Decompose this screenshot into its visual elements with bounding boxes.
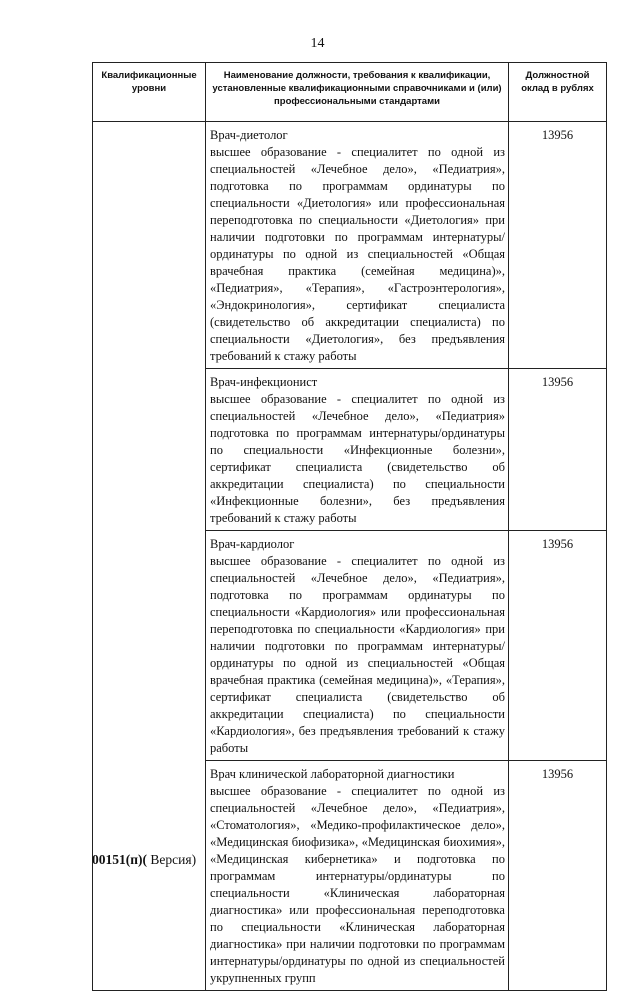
position-title: Врач-диетолог <box>210 128 288 142</box>
salary-cell: 13956 <box>509 369 607 531</box>
position-title: Врач-кардиолог <box>210 537 295 551</box>
table-header-row <box>93 63 607 122</box>
page-number: 14 <box>310 36 325 51</box>
position-title: Врач-инфекционист <box>210 375 318 389</box>
header-position-requirements: Наименование должности, требования к квалификации, установленные квалификационными справочниками и (или) профессиональными стандартами <box>206 63 509 122</box>
position-requirements: высшее образование - специалитет по одной из специальностей «Лечебное дело», «Педиатрия», «Стоматология», «Медико-профилактическое дело», «Медицинская биофизика», «Медицинская биохимия», «Медицинская кибернетика» и подготовка по программам интернатуры/ординатуры по специальности «Клиническая лабораторная диагностика» или профессиональная переподготовка по специальности «Клиническая лабораторная диагностика» при наличии подготовки по программам интернатуры/ординатуры по одной из специальностей укрупненных групп <box>210 784 505 985</box>
position-requirements: высшее образование - специалитет по одной из специальностей «Лечебное дело», «Педиатрия», подготовка по программам ординатуры по специальности «Кардиология» или профессиональная переподготовка по специальности «Кардиология» при наличии подготовки по программам интернатуры/ординатуры по одной из специальностей «Общая врачебная практика (семейная медицина)», «Терапия», сертификат специалиста (свидетельство об аккредитации специалиста) по специальности «Кардиология», без предъявления требований к стажу работы <box>210 554 505 755</box>
salary-cell: 13956 <box>509 531 607 761</box>
document-version: Версия) <box>147 852 197 867</box>
header-salary: Должностной оклад в рублях <box>509 63 607 122</box>
document-footer <box>92 852 196 868</box>
position-cell <box>206 122 509 369</box>
header-qualification-levels: Квалификационные уровни <box>93 63 206 122</box>
position-title: Врач клинической лабораторной диагностики <box>210 767 455 781</box>
position-cell <box>206 369 509 531</box>
salary-cell: 13956 <box>509 122 607 369</box>
position-requirements: высшее образование - специалитет по одной из специальностей «Лечебное дело», «Педиатрия» подготовка по программам интернатуры/ординатуры по специальности «Инфекционные болезни», сертификат специалиста (свидетельство об аккредитации специалиста) по специальности «Инфекционные болезни», без предъявления требований к стажу работы <box>210 392 505 525</box>
table-row <box>93 122 607 369</box>
position-requirements: высшее образование - специалитет по одной из специальностей «Лечебное дело», «Педиатрия», подготовка по программам ординатуры по специальности «Диетология» или профессиональная переподготовка по специальности «Диетология» при наличии подготовки по программам интернатуры/ординатуры по одной из специальностей «Общая врачебная практика (семейная медицина)», «Педиатрия», «Терапия», «Гастроэнтерология», «Эндокринология», сертификат специалиста (свидетельство об аккредитации специалиста) по специальности «Диетология», без предъявления требований к стажу работы <box>210 145 505 363</box>
position-cell <box>206 531 509 761</box>
document-code: 00151(п)( <box>92 852 148 867</box>
position-cell <box>206 761 509 991</box>
salary-cell: 13956 <box>509 761 607 991</box>
